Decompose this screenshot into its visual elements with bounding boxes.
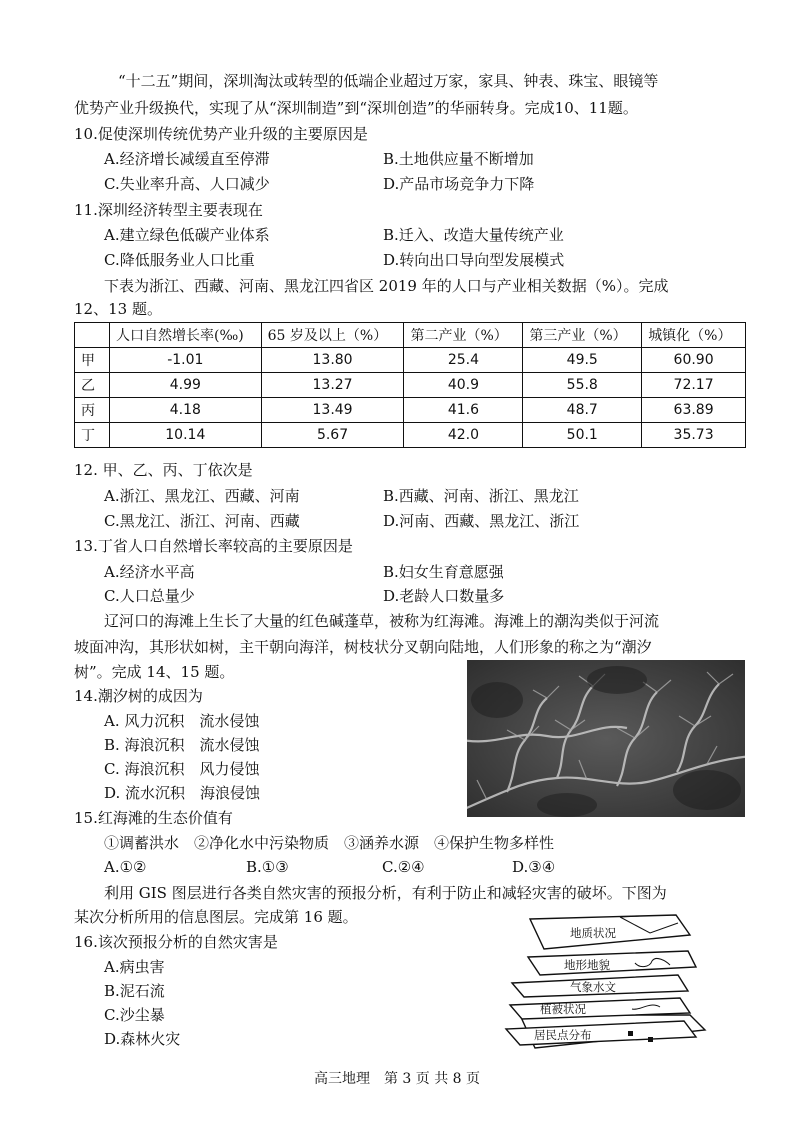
table-header-cell: 第二产业（%）: [404, 323, 523, 348]
q12-option-c: C.黑龙江、浙江、河南、西藏: [104, 512, 300, 530]
q15-option-b: B.①③: [246, 858, 289, 876]
q14-option-d: D. 流水沉积 海浪侵蚀: [104, 784, 261, 802]
passage-3-line-2: 坡面冲沟，其形状如树，主干朝向海洋，树枝状分叉朝向陆地，人们形象的称之为“潮汐: [74, 638, 652, 656]
table-cell: 甲: [75, 348, 110, 373]
q10-option-d: D.产品市场竞争力下降: [383, 175, 535, 193]
table-cell: 5.67: [261, 423, 404, 448]
passage-1-line-1: “十二五”期间，深圳淘汰或转型的低端企业超过万家，家具、钟表、珠宝、眼镜等: [118, 72, 659, 90]
table-header-cell: [75, 323, 110, 348]
table-cell: 4.18: [110, 398, 262, 423]
q11-option-b: B.迁入、改造大量传统产业: [383, 226, 564, 244]
q12-option-d: D.河南、西藏、黑龙江、浙江: [383, 512, 580, 530]
table-cell: -1.01: [110, 348, 262, 373]
passage-3-line-3: 树”。完成 14、15 题。: [74, 663, 235, 681]
q11-option-d: D.转向出口导向型发展模式: [383, 251, 565, 269]
question-14-stem: 14.潮汐树的成因为: [74, 687, 203, 705]
page-footer: 高三地理 第 3 页 共 8 页: [313, 1071, 481, 1087]
table-cell: 42.0: [404, 423, 523, 448]
question-11-stem: 11.深圳经济转型主要表现在: [74, 201, 263, 219]
q15-option-a: A.①②: [104, 858, 147, 876]
q10-option-b: B.土地供应量不断增加: [383, 150, 534, 168]
layer-label-landform: 地形地貌: [564, 958, 610, 972]
table-header-cell: 第三产业（%）: [523, 323, 642, 348]
table-cell: 35.73: [642, 423, 746, 448]
question-16-stem: 16.该次预报分析的自然灾害是: [74, 933, 278, 951]
table-header-cell: 人口自然增长率(‰): [110, 323, 262, 348]
q14-option-a: A. 风力沉积 流水侵蚀: [104, 712, 260, 730]
table-header-cell: 城镇化（%）: [642, 323, 746, 348]
gis-layers-drawing: [500, 905, 730, 1055]
table-cell: 72.17: [642, 373, 746, 398]
q11-option-a: A.建立绿色低碳产业体系: [104, 226, 270, 244]
q16-option-a: A.病虫害: [104, 958, 165, 976]
q14-option-b: B. 海浪沉积 流水侵蚀: [104, 736, 260, 754]
question-10-stem: 10.促使深圳传统优势产业升级的主要原因是: [74, 125, 368, 143]
layer-label-weather-hydrology: 气象水文: [570, 980, 616, 994]
gis-layers-diagram: [500, 905, 730, 1055]
passage-4-line-1: 利用 GIS 图层进行各类自然灾害的预报分析，有利于防止和减轻灾害的破坏。下图为: [104, 884, 667, 902]
layer-label-settlements: 居民点分布: [534, 1028, 592, 1042]
table-row: [75, 423, 746, 448]
q12-option-b: B.西藏、河南、浙江、黑龙江: [383, 487, 579, 505]
settlement-marker: [648, 1037, 653, 1042]
table-cell: 63.89: [642, 398, 746, 423]
layer-label-geology: 地质状况: [570, 926, 616, 940]
table-cell: 4.99: [110, 373, 262, 398]
question-12-stem: 12. 甲、乙、丙、丁依次是: [74, 461, 253, 479]
table-row: [75, 373, 746, 398]
q16-option-c: C.沙尘暴: [104, 1006, 165, 1024]
table-cell: 55.8: [523, 373, 642, 398]
table-cell: 丙: [75, 398, 110, 423]
tidal-creek-photo: [467, 660, 745, 817]
q16-option-b: B.泥石流: [104, 982, 165, 1000]
q13-option-d: D.老龄人口数量多: [383, 587, 505, 605]
table-header-cell: 65 岁及以上（%）: [261, 323, 404, 348]
table-cell: 25.4: [404, 348, 523, 373]
table-cell: 丁: [75, 423, 110, 448]
table-header-row: [75, 323, 746, 348]
passage-2-line-2: 12、13 题。: [74, 300, 162, 318]
table-cell: 13.80: [261, 348, 404, 373]
table-cell: 50.1: [523, 423, 642, 448]
q15-option-d: D.③④: [512, 858, 556, 876]
table-row: [75, 348, 746, 373]
q16-option-d: D.森林火灾: [104, 1030, 181, 1048]
q13-option-b: B.妇女生育意愿强: [383, 563, 504, 581]
population-industry-table: [74, 322, 746, 448]
q12-option-a: A.浙江、黑龙江、西藏、河南: [104, 487, 300, 505]
passage-1-line-2: 优势产业升级换代，实现了从“深圳制造”到“深圳创造”的华丽转身。完成10、11题。: [74, 99, 638, 117]
table-cell: 41.6: [404, 398, 523, 423]
q13-option-a: A.经济水平高: [104, 563, 195, 581]
question-13-stem: 13.丁省人口自然增长率较高的主要原因是: [74, 537, 353, 555]
layer-plane-2: [528, 951, 696, 975]
passage-3-line-1: 辽河口的海滩上生长了大量的红色碱蓬草，被称为红海滩。海滩上的潮沟类似于河流: [104, 612, 660, 630]
tidal-creek-photo-image: [467, 660, 745, 817]
passage-4-line-2: 某次分析所用的信息图层。完成第 16 题。: [74, 908, 358, 926]
table-cell: 乙: [75, 373, 110, 398]
question-15-stem: 15.红海滩的生态价值有: [74, 809, 233, 827]
layer-label-vegetation: 植被状况: [540, 1002, 586, 1016]
table-cell: 13.27: [261, 373, 404, 398]
settlement-marker: [628, 1031, 633, 1036]
table-cell: 13.49: [261, 398, 404, 423]
table-cell: 48.7: [523, 398, 642, 423]
table-cell: 60.90: [642, 348, 746, 373]
passage-2-line-1: 下表为浙江、西藏、河南、黑龙江四省区 2019 年的人口与产业相关数据（%）。完成: [104, 277, 669, 295]
q15-statements: ①调蓄洪水 ②净化水中污染物质 ③涵养水源 ④保护生物多样性: [104, 834, 555, 852]
q11-option-c: C.降低服务业人口比重: [104, 251, 255, 269]
table-cell: 10.14: [110, 423, 262, 448]
q10-option-c: C.失业率升高、人口减少: [104, 175, 270, 193]
q13-option-c: C.人口总量少: [104, 587, 195, 605]
table-cell: 49.5: [523, 348, 642, 373]
table-row: [75, 398, 746, 423]
q14-option-c: C. 海浪沉积 风力侵蚀: [104, 760, 260, 778]
table-cell: 40.9: [404, 373, 523, 398]
q15-option-c: C.②④: [382, 858, 425, 876]
q10-option-a: A.经济增长减缓直至停滞: [104, 150, 270, 168]
